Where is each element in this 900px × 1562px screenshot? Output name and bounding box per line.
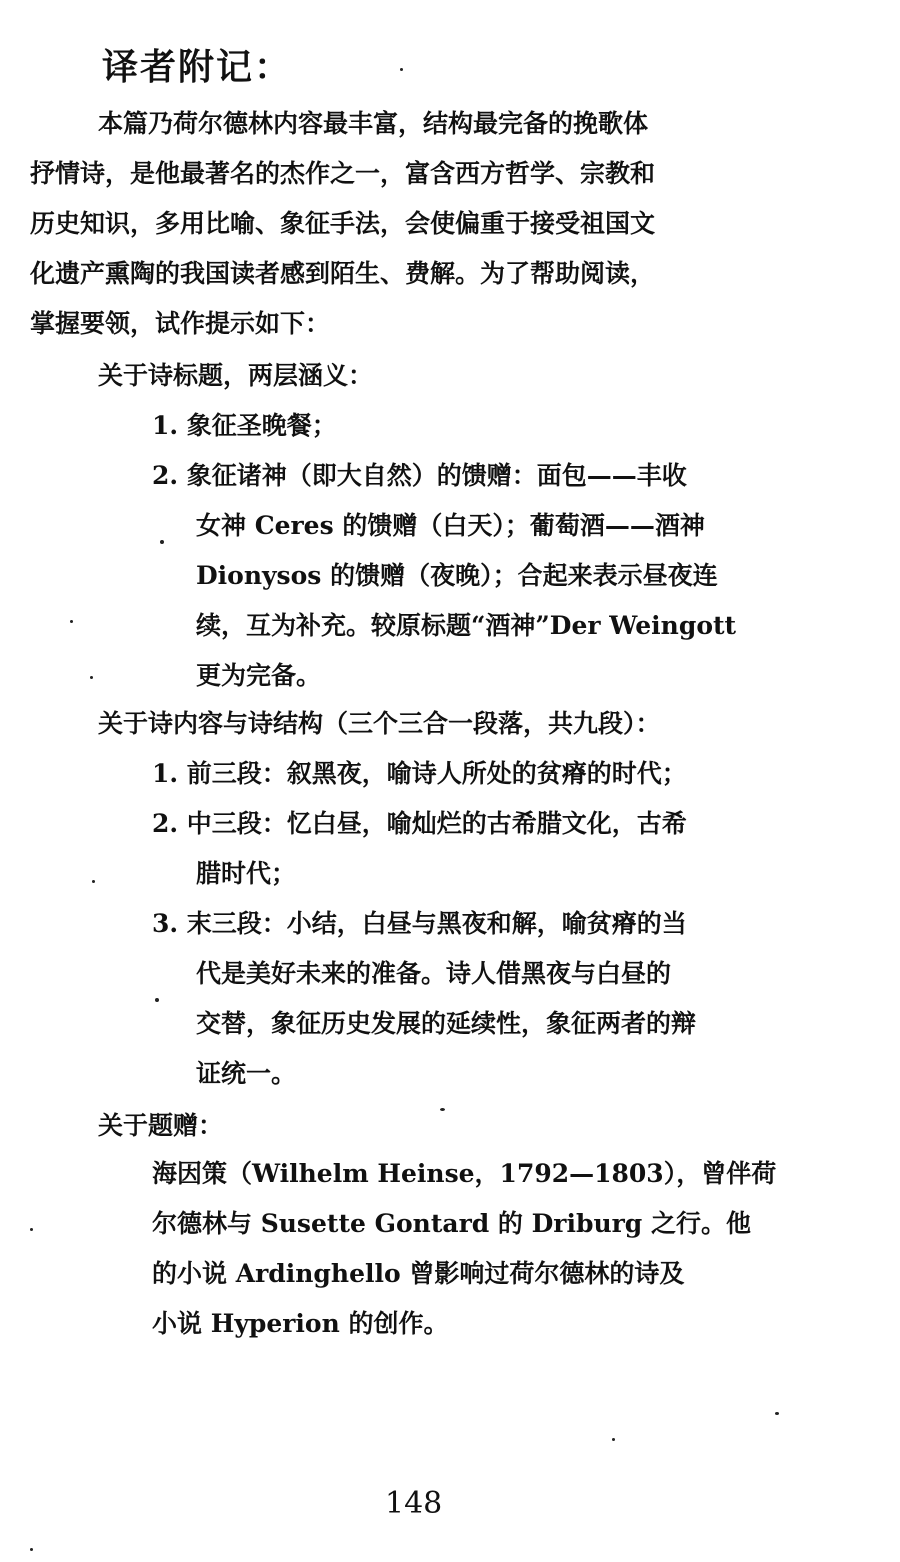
section-heading-content: 关于诗内容与诗结构（三个三合一段落，共九段）：	[98, 709, 661, 738]
list-item-continuation: 腊时代；	[196, 859, 297, 888]
scan-speck	[30, 1228, 33, 1231]
list-item-continuation: 续，互为补充。较原标题“酒神”Der Weingott	[196, 611, 737, 640]
list-item-continuation: 更为完备。	[196, 661, 322, 690]
list-item: 1. 象征圣晚餐；	[152, 411, 337, 440]
dedication-line: 的小说 Ardinghello 曾影响过荷尔德林的诗及	[152, 1259, 685, 1288]
list-item-continuation: 交替，象征历史发展的延续性，象征两者的辩	[196, 1009, 697, 1038]
scan-speck	[612, 1438, 615, 1441]
scan-speck	[70, 620, 73, 623]
list-item: 1. 前三段：叙黑夜，喻诗人所处的贫瘠的时代；	[152, 759, 687, 788]
list-item: 2. 中三段：忆白昼，喻灿烂的古希腊文化，古希	[152, 809, 687, 838]
list-item-continuation: 证统一。	[196, 1059, 297, 1088]
scan-speck	[30, 1548, 33, 1551]
intro-line: 抒情诗，是他最著名的杰作之一，富含西方哲学、宗教和	[30, 159, 656, 188]
section-heading-dedication: 关于题赠：	[98, 1111, 224, 1140]
intro-line: 掌握要领，试作提示如下：	[30, 309, 331, 338]
page-heading: 译者附记：	[102, 47, 293, 88]
list-item-continuation: 女神 Ceres 的馈赠（白天）；葡萄酒——酒神	[196, 511, 705, 540]
list-item-continuation: 代是美好未来的准备。诗人借黑夜与白昼的	[196, 959, 672, 988]
scan-speck	[440, 1108, 445, 1111]
scan-speck	[92, 880, 95, 883]
dedication-line: 海因策（Wilhelm Heinse，1792—1803），曾伴荷	[152, 1159, 777, 1188]
page-number: 148	[385, 1486, 443, 1521]
scan-speck	[90, 676, 93, 679]
dedication-line: 尔德林与 Susette Gontard 的 Driburg 之行。他	[152, 1209, 751, 1238]
intro-line: 历史知识，多用比喻、象征手法，会使偏重于接受祖国文	[30, 209, 656, 238]
list-item-continuation: Dionysos 的馈赠（夜晚）；合起来表示昼夜连	[196, 561, 718, 590]
dedication-line: 小说 Hyperion 的创作。	[152, 1309, 449, 1338]
scan-speck	[160, 540, 164, 544]
list-item: 3. 末三段：小结，白昼与黑夜和解，喻贫瘠的当	[152, 909, 687, 938]
scan-speck	[775, 1412, 779, 1415]
scan-speck	[155, 998, 159, 1002]
section-heading-title: 关于诗标题，两层涵义：	[98, 361, 374, 390]
list-item: 2. 象征诸神（即大自然）的馈赠：面包——丰收	[152, 461, 687, 490]
intro-line: 化遗产熏陶的我国读者感到陌生、费解。为了帮助阅读，	[30, 259, 656, 288]
scan-speck	[400, 68, 403, 71]
intro-line: 本篇乃荷尔德林内容最丰富，结构最完备的挽歌体	[98, 109, 649, 138]
